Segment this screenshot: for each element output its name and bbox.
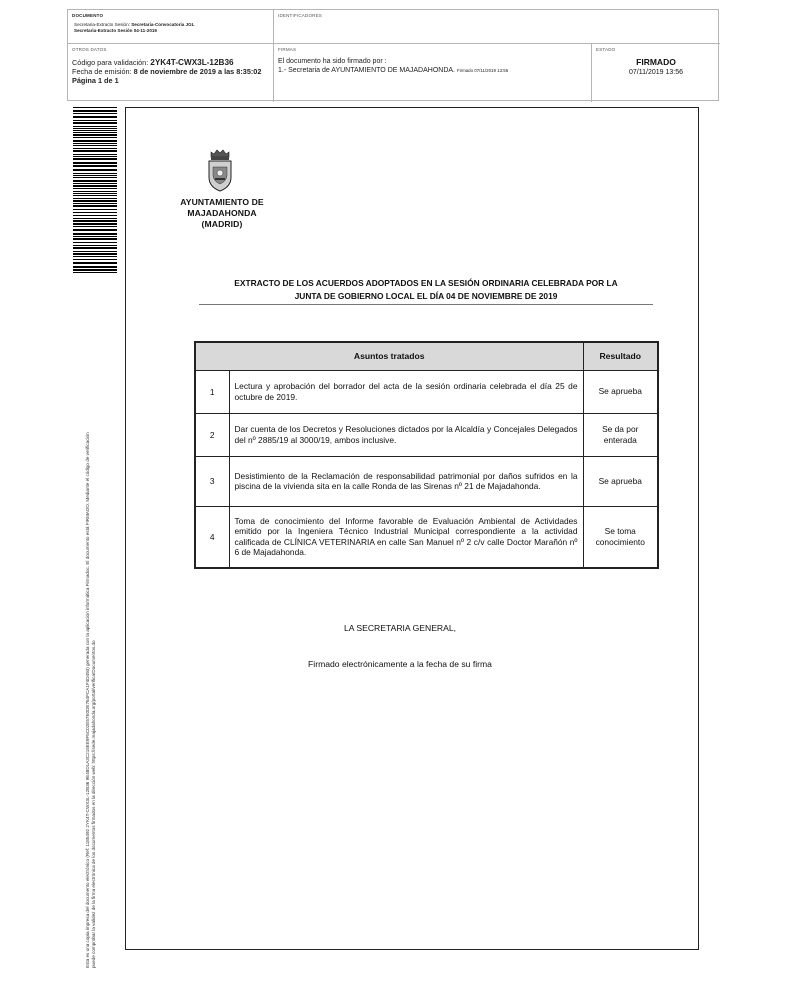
issue-date: Fecha de emisión: 8 de noviembre de 2019 a las 8:35:02 (72, 67, 262, 76)
firmas-line1: El documento ha sido firmado por : (278, 58, 387, 65)
validation-code: Código para validación: 2YK4T-CWX3L-12B36 (72, 58, 234, 67)
estado-label: ESTADO (596, 47, 616, 52)
documento-line1: Secretaria-Extracto Sesión: Secretaria-Convocatoria JGL (74, 22, 195, 27)
status-badge: FIRMADO (636, 57, 676, 67)
agreements-table (194, 341, 659, 569)
row-resultado: Se aprueba (583, 370, 658, 413)
municipality-line2: MAJADAHONDA (187, 208, 257, 218)
signature-note: Firmado electrónicamente a la fecha de su firma (308, 659, 492, 669)
municipality-line1: AYUNTAMIENTO DE (180, 197, 264, 207)
barcode-icon (73, 107, 117, 275)
row-number: 4 (195, 506, 229, 568)
table-header-row (195, 342, 658, 370)
table-row (195, 370, 658, 413)
coat-of-arms-icon (205, 147, 235, 193)
row-number: 1 (195, 370, 229, 413)
municipality-name (163, 197, 281, 230)
row-asunto: Lectura y aprobación del borrador del acta de la sesión ordinaria celebrada el día 25 de octubre de 2019. (229, 370, 583, 413)
firmas-cell (274, 44, 592, 102)
row-asunto: Dar cuenta de los Decretos y Resoluciones dictados por la Alcaldía y Concejales Delegados del nº 2885/19 al 3000/19, ambos inclusive. (229, 413, 583, 456)
otros-datos-cell (68, 44, 274, 102)
header-asuntos: Asuntos tratados (195, 342, 583, 370)
identificadores-cell (274, 10, 720, 44)
municipality-line3: (MADRID) (201, 219, 243, 229)
page-count: Página 1 de 1 (72, 76, 119, 85)
title-line1: EXTRACTO DE LOS ACUERDOS ADOPTADOS EN LA SESIÓN ORDINARIA CELEBRADA POR LA (234, 278, 618, 288)
estado-cell (592, 44, 720, 102)
row-asunto: Toma de conocimiento del Informe favorable de Evaluación Ambiental de Actividades emitido por la Ingeniera Técnico Industrial Municipal correspondiente a la actividad calificada de CLÍNICA VETERINARIA en calle San Manuel nº 2 c/v calle Doctor Marañón nº 6 de Majadahonda. (229, 506, 583, 568)
title-line2: JUNTA DE GOBIERNO LOCAL EL DÍA 04 DE NOVIEMBRE DE 2019 (294, 291, 558, 301)
documento-cell (68, 10, 274, 44)
documento-label: DOCUMENTO (72, 13, 104, 18)
firmas-label: FIRMAS (278, 47, 297, 52)
row-asunto: Desistimiento de la Reclamación de responsabilidad patrimonial por daños sufridos en la piscina de la vivienda sita en la calle Ronda de las Sirenas nº 21 de Majadahonda. (229, 456, 583, 506)
status-date: 07/11/2019 13:56 (629, 69, 683, 76)
otros-datos-label: OTROS DATOS (72, 47, 107, 52)
row-resultado: Se da por enterada (583, 413, 658, 456)
header-resultado: Resultado (583, 342, 658, 370)
sidetext-line1: Esta es una copia impresa del documento electrónico (Ref: 1185492 2YK4T-CWX3L-12B36 9E48D1A3C215EE9F5C02E57E0DE764FCA1F4D493) generada con la aplicación informática Firmadoc. El documento está FIRMADO. Mediante el código de verificación (85, 432, 90, 968)
row-resultado: Se toma conocimiento (583, 506, 658, 568)
identificadores-label: IDENTIFICADORES (278, 13, 323, 18)
documento-line2: Secretaria-Extracto Sesión 04-11-2019 (74, 28, 157, 33)
row-resultado: Se aprueba (583, 456, 658, 506)
table-row (195, 506, 658, 568)
sidetext-line2: puede comprobar la validez de la firma electrónica de los documentos firmados en la dirección web: https://sede.majadahonda.org/portal/verificarDocumentos.do (91, 640, 96, 968)
signatory-role: LA SECRETARIA GENERAL, (343, 623, 457, 633)
row-number: 3 (195, 456, 229, 506)
firmas-line2: 1.- Secretaria de AYUNTAMIENTO DE MAJADAHONDA. Firmado 07/11/2019 13:56 (278, 67, 509, 74)
table-row (195, 456, 658, 506)
document-title (199, 277, 653, 303)
row-number: 2 (195, 413, 229, 456)
table-row (195, 413, 658, 456)
title-divider (199, 304, 653, 305)
document-metadata-header (67, 9, 719, 101)
